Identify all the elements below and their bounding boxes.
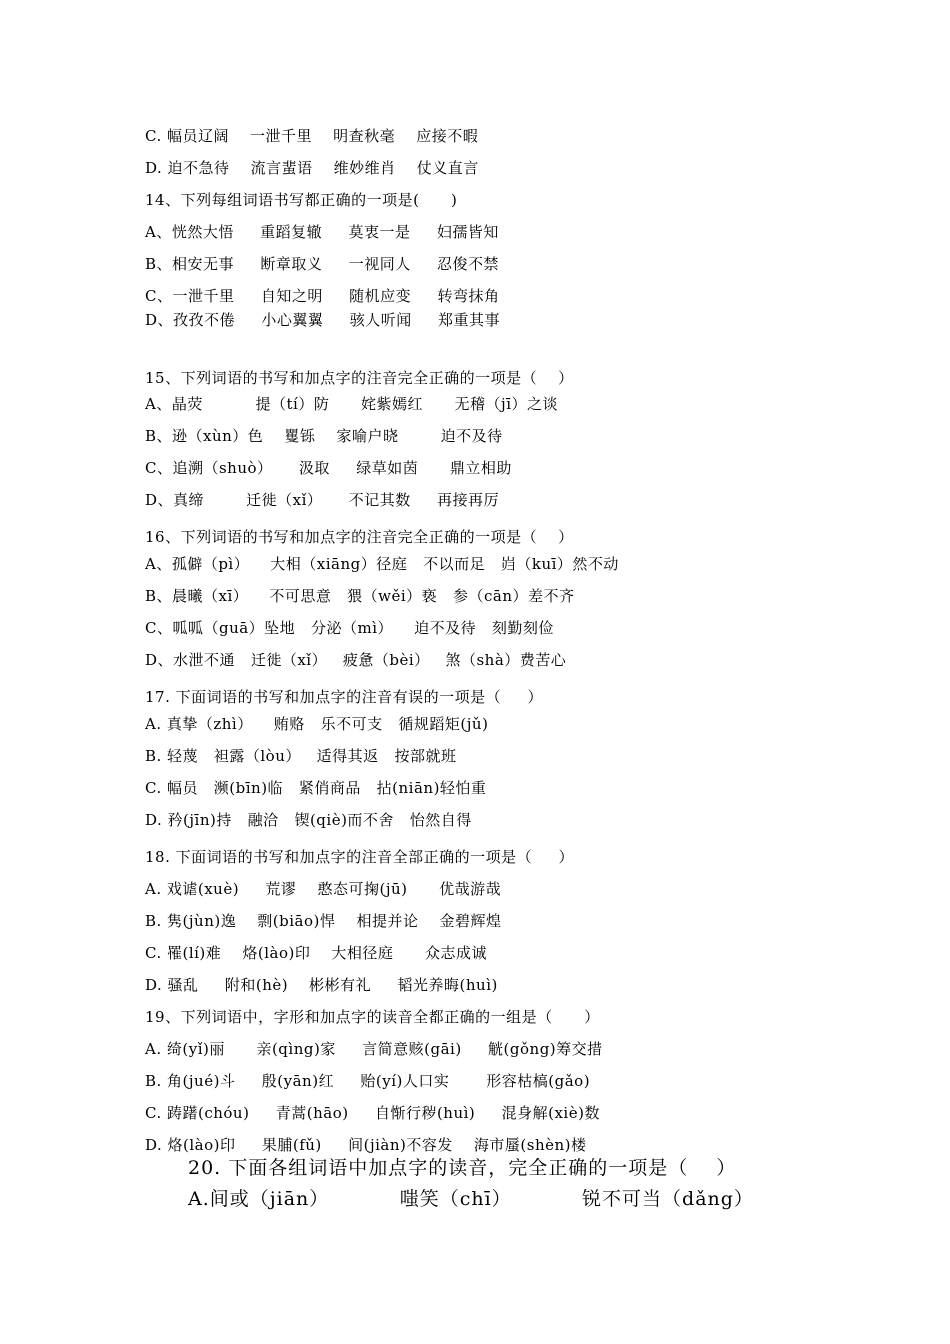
question-17: 17. 下面词语的书写和加点字的注音有误的一项是（ ） (145, 688, 543, 706)
question-15: 15、下列词语的书写和加点字的注音完全正确的一项是（ ） (145, 369, 574, 387)
text-line: C、追溯（shuò） 汲取 绿草如茵 鼎立相助 (145, 459, 512, 477)
text-line: A. 真挚（zhì） 贿赂 乐不可支 循规蹈矩(jǔ) (145, 715, 489, 733)
text-line: C. 幅员辽阔 一泄千里 明查秋毫 应接不暇 (145, 127, 479, 145)
question-16: 16、下列词语的书写和加点字的注音完全正确的一项是（ ） (145, 528, 574, 546)
text-line: A. 戏谑(xuè) 荒谬 憨态可掬(jū) 优哉游哉 (145, 880, 502, 898)
text-line: D. 烙(lào)印 果脯(fǔ) 间(jiàn)不容发 海市蜃(shèn)楼 (145, 1136, 587, 1154)
text-line: C. 幅员 濒(bīn)临 紧俏商品 拈(niān)轻怕重 (145, 779, 487, 797)
text-line: B、相安无事 断章取义 一视同人 忍俊不禁 (145, 255, 500, 273)
text-line: D. 骚乱 附和(hè) 彬彬有礼 韬光养晦(huì) (145, 976, 498, 994)
text-line: B. 轻蔑 袒露（lòu） 适得其返 按部就班 (145, 747, 457, 765)
text-line: A、恍然大悟 重蹈复辙 莫衷一是 妇孺皆知 (145, 223, 499, 241)
text-line: B. 隽(jùn)逸 剽(biāo)悍 相提并论 金碧辉煌 (145, 912, 502, 930)
text-line: D. 迫不急待 流言蜚语 维妙维肖 仗义直言 (145, 159, 479, 177)
text-line: D、真缔 迁徙（xǐ） 不记其数 再接再厉 (145, 491, 500, 509)
question-14: 14、下列每组词语书写都正确的一项是( ) (145, 191, 458, 209)
text-line: C、呱呱（guā）坠地 分泌（mì） 迫不及待 刻勤刻俭 (145, 619, 554, 637)
text-line: B、逊（xùn）色 矍铄 家喻户晓 迫不及待 (145, 427, 503, 445)
text-line: A.间或（jiān） 嗤笑（chī） 锐不可当（dǎng） (188, 1188, 754, 1210)
text-line: C. 踌躇(chóu) 青蒿(hāo) 自惭行秽(huì) 混身解(xiè)数 (145, 1104, 600, 1122)
question-20: 20. 下面各组词语中加点字的读音，完全正确的一项是（ ） (188, 1157, 737, 1179)
text-line: D、孜孜不倦 小心翼翼 骇人听闻 郑重其事 (145, 311, 501, 329)
text-line: A. 绮(yǐ)丽 亲(qìng)家 言简意赅(gāi) 觥(gǒng)筹交措 (145, 1040, 603, 1058)
text-line: C、一泄千里 自知之明 随机应变 转弯抹角 (145, 287, 500, 305)
text-line: B、晨曦（xī） 不可思意 猥（wěi）亵 参（cān）差不齐 (145, 587, 575, 605)
text-line: B. 角(jué)斗 殷(yān)红 贻(yí)人口实 形容枯槁(gǎo) (145, 1072, 591, 1090)
text-line: C. 罹(lí)难 烙(lào)印 大相径庭 众志成诚 (145, 944, 488, 962)
text-line: A、晶荧 提（tí）防 姹紫嫣红 无稽（jī）之谈 (145, 395, 559, 413)
text-line: D. 矜(jīn)持 融洽 锲(qiè)而不舍 怡然自得 (145, 811, 472, 829)
question-18: 18. 下面词语的书写和加点字的注音全部正确的一项是（ ） (145, 848, 574, 866)
question-19: 19、下列词语中，字形和加点字的读音全都正确的一组是（ ） (145, 1008, 600, 1026)
text-line: D、水泄不通 迁徙（xǐ） 疲惫（bèi） 煞（shà）费苦心 (145, 651, 567, 669)
text-line: A、孤僻（pì） 大相（xiāng）径庭 不以而足 岿（kuī）然不动 (145, 555, 619, 573)
